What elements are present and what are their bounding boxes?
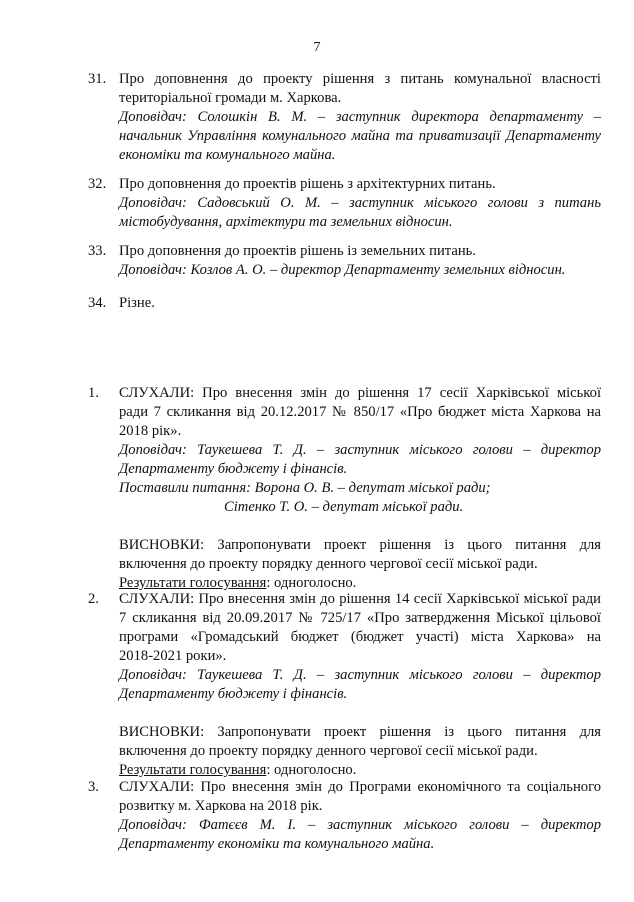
conclusions-line: включення до проекту порядку денного чергової сесії міської ради. bbox=[119, 743, 538, 759]
speaker-line: Доповідач: Садовський О. М. – заступник міського голови з питань bbox=[119, 195, 601, 211]
speaker-line: Доповідач: Фатєєв М. І. – заступник міського голови – директор bbox=[119, 817, 601, 833]
item-number: 32. bbox=[88, 176, 107, 192]
item-number: 2. bbox=[88, 591, 99, 607]
conclusions-line: ВИСНОВКИ: Запропонувати проект рішення із цього питання для bbox=[119, 537, 601, 553]
item-number: 1. bbox=[88, 385, 99, 401]
vote-result: : одноголосно. bbox=[266, 575, 357, 591]
questions-line: Сітенко Т. О. – депутат міської ради. bbox=[224, 499, 464, 515]
speaker-line: містобудування, архітектури та земельних відносин. bbox=[119, 214, 453, 230]
item-number: 31. bbox=[88, 71, 107, 87]
item-title-line: Про доповнення до проектів рішень з архітектурних питань. bbox=[119, 176, 496, 192]
agenda-item-33 bbox=[88, 242, 601, 280]
heard-line: розвитку м. Харкова на 2018 рік. bbox=[119, 798, 323, 814]
item-title-line: Різне. bbox=[119, 295, 155, 311]
agenda-item-34 bbox=[88, 294, 601, 313]
questions-line: Поставили питання: Ворона О. В. – депутат міської ради; bbox=[119, 480, 491, 496]
speaker-line: Департаменту бюджету і фінансів. bbox=[119, 686, 348, 702]
speaker-line: Доповідач: Солошкін В. М. – заступник директора департаменту – bbox=[119, 109, 601, 125]
spacer bbox=[119, 517, 601, 536]
item-title-line: територіальної громади м. Харкова. bbox=[119, 90, 342, 106]
speaker-line: економіки та комунального майна. bbox=[119, 147, 336, 163]
vote-label: Результати голосування bbox=[119, 575, 267, 591]
item-number: 34. bbox=[88, 295, 107, 311]
speaker-line: начальник Управління комунального майна та приватизації Департаменту bbox=[119, 128, 601, 144]
heard-line: 2018 рік». bbox=[119, 423, 182, 439]
vote-result: : одноголосно. bbox=[266, 762, 357, 778]
minutes-item-1 bbox=[88, 384, 601, 593]
speaker-line: Департаменту бюджету і фінансів. bbox=[119, 461, 348, 477]
item-number: 33. bbox=[88, 243, 107, 259]
heard-line: СЛУХАЛИ: Про внесення змін до рішення 14 сесії Харківської міської ради bbox=[119, 591, 601, 607]
heard-line: 2018-2021 роки». bbox=[119, 648, 227, 664]
speaker-line: Департаменту економіки та комунального майна. bbox=[119, 836, 435, 852]
vote-label: Результати голосування bbox=[119, 762, 267, 778]
conclusions-line: ВИСНОВКИ: Запропонувати проект рішення із цього питання для bbox=[119, 724, 601, 740]
heard-line: ради 7 скликання від 20.12.2017 № 850/17 «Про бюджет міста Харкова на bbox=[119, 404, 601, 420]
heard-line: СЛУХАЛИ: Про внесення змін до Програми економічного та соціального bbox=[119, 779, 601, 795]
heard-line: 7 скликання від 20.09.2017 № 725/17 «Про затвердження Міської цільової bbox=[119, 610, 601, 626]
speaker-line: Доповідач: Таукешева Т. Д. – заступник міського голови – директор bbox=[119, 442, 601, 458]
heard-line: програми «Громадський бюджет (бюджет участі) міста Харкова» на bbox=[119, 629, 601, 645]
agenda-item-32 bbox=[88, 175, 601, 232]
item-title-line: Про доповнення до проектів рішень із земельних питань. bbox=[119, 243, 476, 259]
speaker-line: Доповідач: Козлов А. О. – директор Департаменту земельних відносин. bbox=[119, 262, 566, 278]
item-title-line: Про доповнення до проекту рішення з питань комунальної власності bbox=[119, 71, 601, 87]
agenda-item-31 bbox=[88, 70, 601, 165]
item-number: 3. bbox=[88, 779, 99, 795]
minutes-item-2 bbox=[88, 590, 601, 780]
heard-line: СЛУХАЛИ: Про внесення змін до рішення 17 сесії Харківської міської bbox=[119, 385, 601, 401]
conclusions-line: включення до проекту порядку денного чергової сесії міської ради. bbox=[119, 556, 538, 572]
spacer bbox=[119, 704, 601, 723]
speaker-line: Доповідач: Таукешева Т. Д. – заступник міського голови – директор bbox=[119, 667, 601, 683]
page-number: 7 bbox=[313, 40, 321, 55]
minutes-item-3 bbox=[88, 778, 601, 854]
